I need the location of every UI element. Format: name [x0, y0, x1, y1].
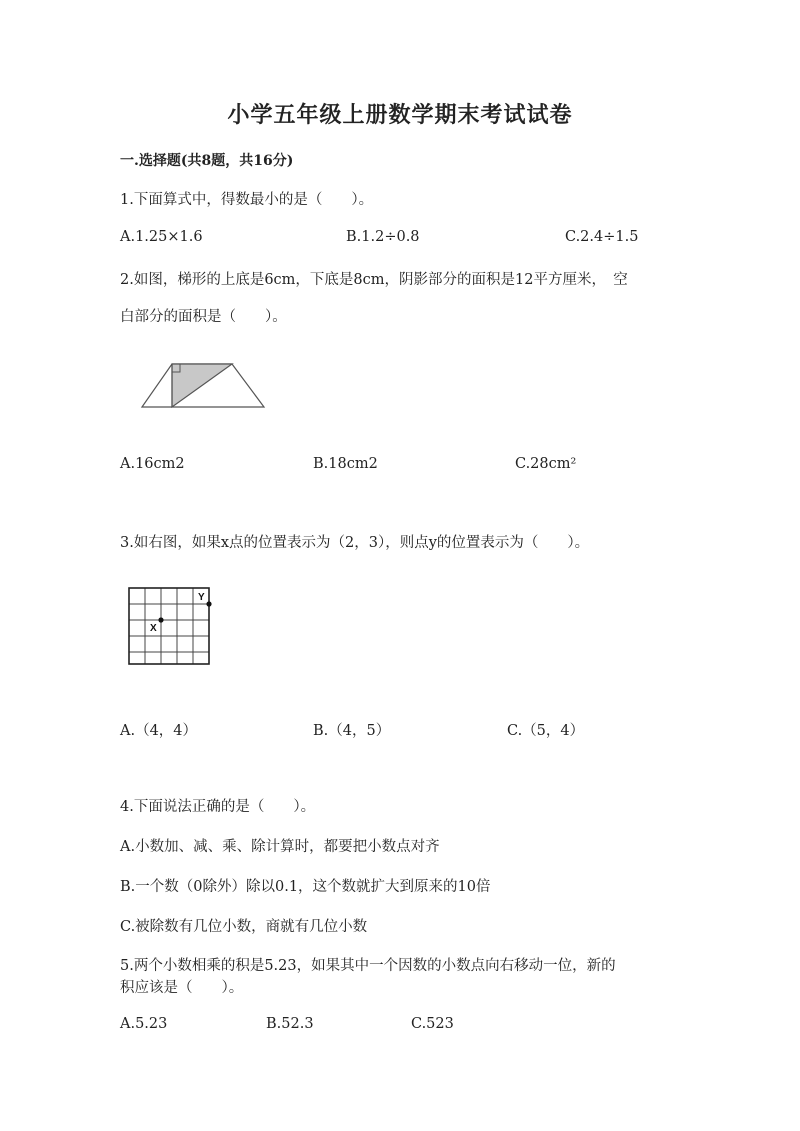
q1-option-c: C.2.4÷1.5	[565, 229, 639, 245]
point-y	[206, 601, 211, 606]
point-x-label: X	[150, 623, 157, 634]
question-2-line-2: 白部分的面积是（ ）。	[120, 309, 287, 325]
question-5-line-2: 积应该是（ ）。	[120, 980, 244, 996]
grid-border	[129, 588, 209, 664]
q3-option-a: A.（4，4）	[120, 723, 198, 739]
q1-option-b: B.1.2÷0.8	[346, 229, 420, 245]
q4-option-c: C.被除数有几位小数，商就有几位小数	[120, 919, 368, 935]
question-1: 1.下面算式中，得数最小的是（ ）。	[120, 192, 374, 208]
page-title: 小学五年级上册数学期末考试试卷	[227, 102, 573, 128]
trapezoid-figure	[138, 360, 268, 412]
question-4: 4.下面说法正确的是（ ）。	[120, 799, 316, 815]
q2-option-c: C.28cm²	[515, 456, 577, 472]
q2-option-b: B.18cm2	[313, 456, 378, 472]
q1-option-a: A.1.25×1.6	[120, 229, 203, 245]
point-y-label: Y	[198, 592, 205, 603]
q5-option-c: C.523	[411, 1016, 454, 1032]
q2-option-a: A.16cm2	[120, 456, 185, 472]
question-3: 3.如右图，如果x点的位置表示为（2，3），则点y的位置表示为（ ）。	[120, 535, 590, 551]
question-5-line-1: 5.两个小数相乘的积是5.23，如果其中一个因数的小数点向右移动一位，新的	[120, 958, 616, 974]
question-2-line-1: 2.如图，梯形的上底是6cm，下底是8cm，阴影部分的面积是12平方厘米， 空	[120, 272, 628, 288]
q4-option-b: B.一个数（0除外）除以0.1，这个数就扩大到原来的10倍	[120, 879, 491, 895]
grid-lines	[129, 588, 209, 664]
q4-option-a: A.小数加、减、乘、除计算时，都要把小数点对齐	[120, 839, 440, 855]
q5-option-b: B.52.3	[266, 1016, 314, 1032]
q5-option-a: A.5.23	[120, 1016, 168, 1032]
q3-option-c: C.（5，4）	[507, 723, 585, 739]
section-heading: 一.选择题(共8题，共16分)	[120, 153, 294, 169]
q3-option-b: B.（4，5）	[313, 723, 391, 739]
point-x	[158, 617, 163, 622]
grid-figure	[126, 585, 216, 667]
